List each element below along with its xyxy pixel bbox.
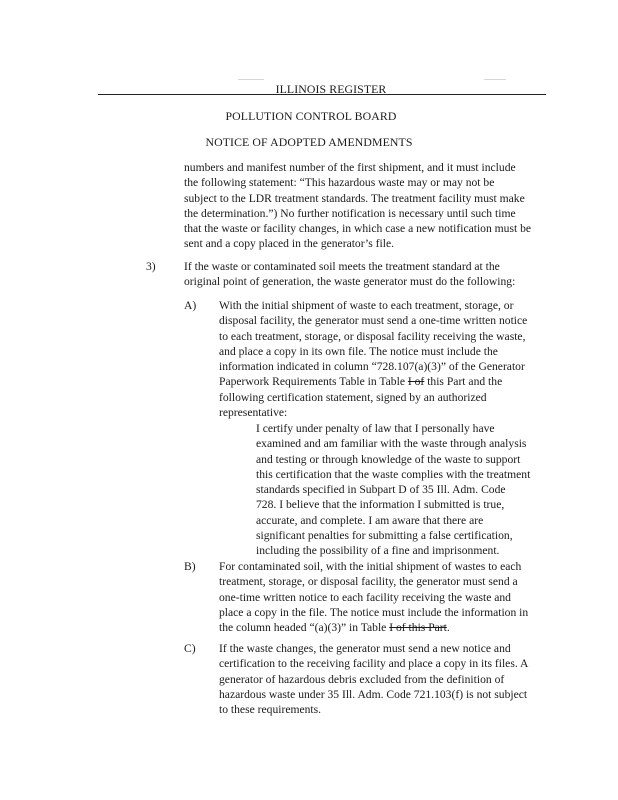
text-line: examined and am familiar with the waste through analysis [256, 437, 527, 451]
text-line: and testing or through knowledge of the waste to support [256, 452, 521, 466]
text-line: With the initial shipment of waste to each treatment, storage, or [219, 299, 514, 312]
subsection-c-label: C) [184, 642, 196, 655]
text-line: and place a copy in its own file. The notice must include the [219, 344, 498, 358]
item-3-text [184, 259, 515, 290]
text-line: original point of generation, the waste generator must do the following: [184, 275, 516, 289]
register-title: ILLINOIS REGISTER [275, 82, 387, 96]
subsection-c-text [219, 641, 528, 717]
struck-text: I of [407, 375, 425, 389]
struck-text: I of this Part [389, 621, 447, 635]
certification-statement [256, 421, 530, 559]
text-line: representative: [219, 406, 288, 420]
text-line: standards specified in Subpart D of 35 Ill. Adm. Code [256, 483, 506, 497]
subsection-b-text [219, 559, 528, 635]
text-line: one-time written notice to each facility receiving the waste and [219, 590, 511, 604]
text-line: to these requirements. [219, 703, 322, 717]
text-line: certification to the receiving facility and place a copy in its files. A [219, 657, 529, 671]
text-line: this certification that the waste complies with the treatment [256, 467, 531, 481]
text-line: accurate, and complete. I am aware that there are [256, 513, 484, 527]
text-line: to each treatment, storage, or disposal facility receiving the waste, [219, 329, 526, 343]
text-run: the column headed “(a)(3)” in Table [219, 621, 390, 635]
text-line: the determination.”) No further notification is necessary until such time [184, 206, 516, 220]
text-line: disposal facility, the generator must send a one-time written notice [219, 314, 528, 328]
text-line [219, 620, 528, 635]
text-line: hazardous waste under 35 Ill. Adm. Code 721.103(f) is not subject [219, 687, 528, 701]
text-line: generator of hazardous debris excluded from the definition of [219, 672, 505, 686]
text-line: I certify under penalty of law that I personally have [256, 422, 495, 435]
continuation-paragraph [184, 160, 531, 252]
subsection-a-text [219, 298, 527, 420]
text-line: If the waste changes, the generator must send a new notice and [219, 642, 511, 655]
text-run: Paperwork Requirements Table in Table [219, 375, 408, 389]
text-line: place a copy in the file. The notice must include the information in [219, 605, 529, 619]
text-line: For contaminated soil, with the initial shipment of wastes to each [219, 560, 522, 573]
notice-title: NOTICE OF ADOPTED AMENDMENTS [205, 135, 413, 149]
text-line: 728. I believe that the information I submitted is true, [256, 498, 505, 512]
subsection-b-label: B) [184, 560, 196, 573]
subsection-a-label: A) [184, 299, 197, 312]
text-run: this Part and the [424, 375, 503, 389]
text-line: treatment, storage, or disposal facility, the generator must send a [219, 575, 518, 589]
scan-artifact [484, 79, 506, 80]
text-line: sent and a copy placed in the generator’s file. [184, 237, 395, 251]
header-rule [98, 94, 546, 95]
board-title: POLLUTION CONTROL BOARD [225, 109, 397, 123]
text-line: numbers and manifest number of the first shipment, and it must include [184, 161, 516, 174]
text-line [219, 374, 527, 389]
text-line: information indicated in column “728.107(a)(3)” of the Generator [219, 360, 525, 374]
text-run: . [446, 621, 450, 635]
text-line: significant penalties for submitting a false certification, [256, 529, 513, 543]
text-line: including the possibility of a fine and imprisonment. [256, 544, 500, 558]
item-3-number: 3) [146, 260, 156, 273]
text-line: If the waste or contaminated soil meets the treatment standard at the [184, 260, 500, 273]
text-line: that the waste or facility changes, in which case a new notification must be [184, 222, 532, 236]
text-line: the following statement: “This hazardous waste may or may not be [184, 176, 495, 190]
text-line: subject to the LDR treatment standards. The treatment facility must make [184, 191, 525, 205]
text-line: following certification statement, signed by an authorized [219, 390, 487, 404]
scan-artifact [238, 79, 264, 80]
